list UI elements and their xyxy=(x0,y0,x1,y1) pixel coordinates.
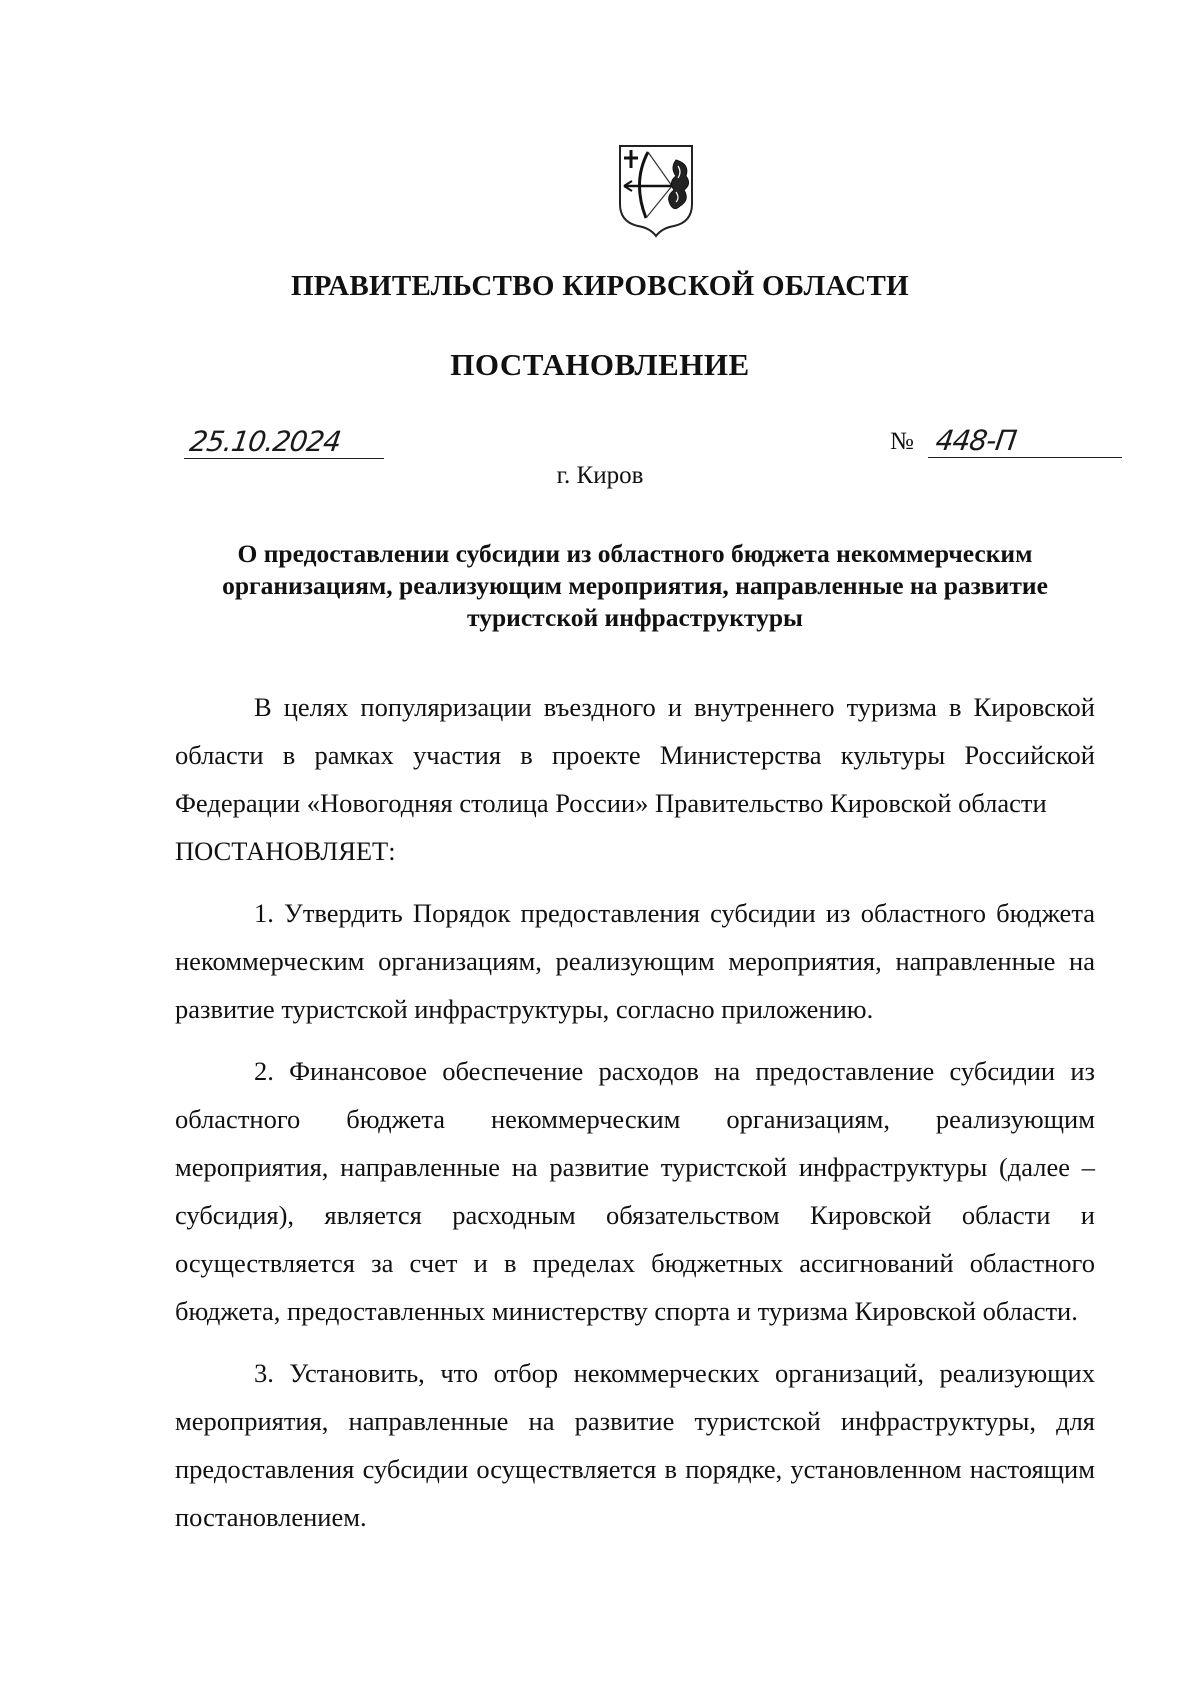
number-underline xyxy=(928,417,1122,458)
document-subject: О предоставлении субсидии из областного бюджета некоммерческим организациям, реализующим мероприятия, направленные на развитие туристской инфраструктуры xyxy=(222,539,1048,632)
list-item: 1. Утвердить Порядок предоставления субсидии из областного бюджета некоммерческим организациям, реализующим мероприятия, направленные на развитие туристской инфраструктуры, согласно приложению. xyxy=(175,898,1095,1024)
date-value: 25.10.2024 xyxy=(187,425,343,458)
number-field xyxy=(890,418,1122,458)
date-field xyxy=(184,418,384,459)
list-item: 2. Финансовое обеспечение расходов на предоставление субсидии из областного бюджета некоммерческим организациям, реализующим мероприятия, направленные на развитие туристской инфраструктуры (далее – субсидия), является расходным обязательством Кировской области и осуществляется за счет и в пределах бюджетных ассигнований областного бюджета, предоставленных министерству спорта и туризма Кировской области. xyxy=(175,1056,1095,1326)
document-type-title: ПОСТАНОВЛЕНИЕ xyxy=(450,347,750,382)
preamble-paragraph: В целях популяризации въездного и внутреннего туризма в Кировской области в рамках участия в проекте Министерства культуры Российской Федерации «Новогодняя столица России» Правительство Кировской области xyxy=(175,692,1095,818)
resolves-statement: ПОСТАНОВЛЯЕТ: xyxy=(175,836,396,866)
organization-title: ПРАВИТЕЛЬСТВО КИРОВСКОЙ ОБЛАСТИ xyxy=(290,270,910,302)
number-value: 448-П xyxy=(933,424,1018,457)
coat-of-arms-icon xyxy=(616,142,696,238)
city: г. Киров xyxy=(556,462,644,489)
list-item: 3. Установить, что отбор некоммерческих организаций, реализующих мероприятия, направленные на развитие туристской инфраструктуры, для предоставления субсидии осуществляется в порядке, установленном настоящим постановлением. xyxy=(175,1358,1095,1532)
number-prefix: № xyxy=(890,428,914,455)
document-body xyxy=(175,683,1095,1555)
